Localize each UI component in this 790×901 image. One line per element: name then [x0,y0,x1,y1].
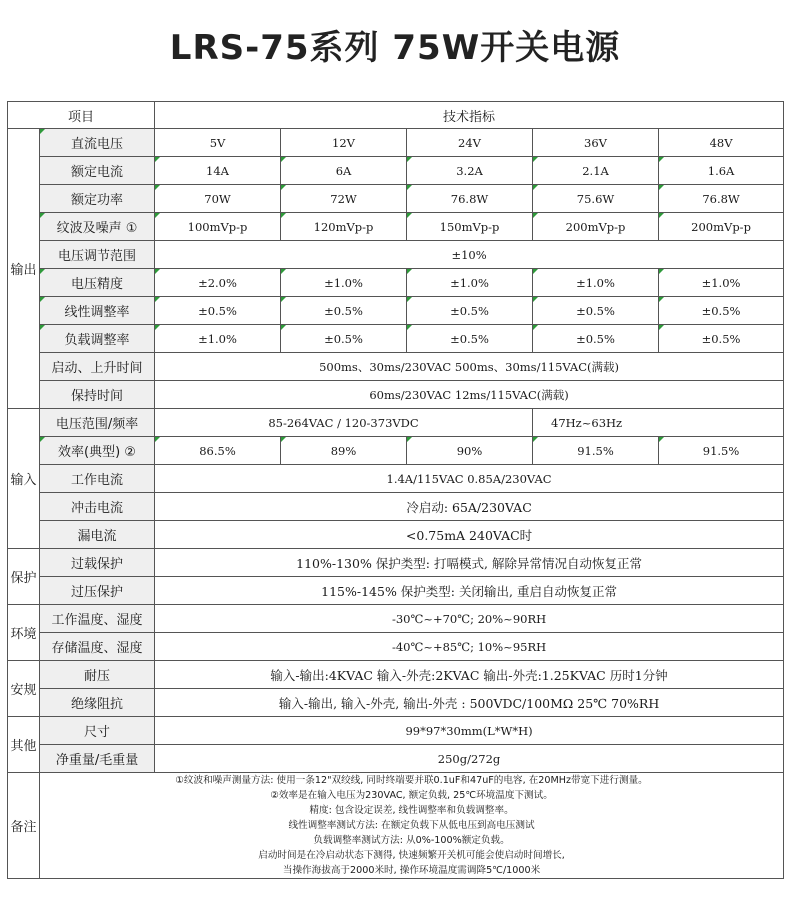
efficiency-cell: 90% [407,437,533,465]
rated-current-cell: 3.2A [407,157,533,185]
row-dc-voltage [8,129,784,157]
dc-voltage-cell: 5V [155,129,281,157]
spec-table [7,101,784,879]
label-overvoltage: 过压保护 [40,577,155,605]
rated-current-cell: 2.1A [533,157,659,185]
label-ripple-noise: 纹波及噪声 ① [40,213,155,241]
ripple-noise-cell: 200mVp-p [659,213,784,241]
row-rated-current [8,157,784,185]
row-line-regulation [8,297,784,325]
line-regulation-cell: ±0.5% [407,297,533,325]
label-dc-voltage: 直流电压 [40,129,155,157]
load-regulation-cell: ±0.5% [281,325,407,353]
page-title: LRS-75系列 75W开关电源 [169,28,621,68]
working-env-cell: -30℃~+70℃; 20%~90RH [155,605,784,633]
row-efficiency [8,437,784,465]
rated-power-cell: 72W [281,185,407,213]
label-voltage-range: 电压范围/频率 [40,409,155,437]
line-regulation-cell: ±0.5% [533,297,659,325]
row-voltage-accuracy [8,269,784,297]
dc-voltage-cell: 48V [659,129,784,157]
dc-voltage-cell: 12V [281,129,407,157]
line-regulation-cell: ±0.5% [659,297,784,325]
voltage-accuracy-cell: ±1.0% [407,269,533,297]
section-output: 输出 [8,129,40,409]
row-leakage-current [8,521,784,549]
voltage-accuracy-cell: ±1.0% [659,269,784,297]
row-insulation [8,689,784,717]
dc-voltage-cell: 36V [533,129,659,157]
rated-power-cell: 76.8W [659,185,784,213]
rated-current-cell: 14A [155,157,281,185]
rated-current-cell: 1.6A [659,157,784,185]
voltage-adj-range-cell: ±10% [155,241,784,269]
efficiency-cell: 91.5% [533,437,659,465]
row-storage-env [8,633,784,661]
section-input: 输入 [8,409,40,549]
overvoltage-cell: 115%-145% 保护类型: 关闭输出, 重启自动恢复正常 [155,577,784,605]
label-startup-rise-time: 启动、上升时间 [40,353,155,381]
section-other: 其他 [8,717,40,773]
note-line: 负载调整率测试方法: 从0%-100%额定负载。 [313,835,510,846]
label-storage-env: 存储温度、湿度 [40,633,155,661]
dc-voltage-cell: 24V [407,129,533,157]
label-hold-time: 保持时间 [40,381,155,409]
voltage-accuracy-cell: ±1.0% [533,269,659,297]
ripple-noise-cell: 150mVp-p [407,213,533,241]
row-notes [8,773,784,879]
label-working-current: 工作电流 [40,465,155,493]
note-line: 当操作海拔高于2000米时, 操作环境温度需调降5℃/1000米 [282,865,541,876]
row-overvoltage [8,577,784,605]
withstand-cell: 输入-输出:4KVAC 输入-外壳:2KVAC 输出-外壳:1.25KVAC 历时1分钟 [155,661,784,689]
rated-power-cell: 75.6W [533,185,659,213]
notes-block [40,773,784,879]
section-environment: 环境 [8,605,40,661]
row-rated-power [8,185,784,213]
hold-time-cell: 60ms/230VAC 12ms/115VAC(满载) [155,381,784,409]
ripple-noise-cell: 100mVp-p [155,213,281,241]
label-load-regulation: 负载调整率 [40,325,155,353]
ripple-noise-cell: 120mVp-p [281,213,407,241]
note-line: 线性调整率测试方法: 在额定负载下从低电压到高电压测试 [288,820,535,831]
rated-power-cell: 76.8W [407,185,533,213]
row-weight [8,745,784,773]
label-overload: 过载保护 [40,549,155,577]
voltage-accuracy-cell: ±1.0% [281,269,407,297]
row-startup-rise-time [8,353,784,381]
note-line: ①纹波和噪声测量方法: 使用一条12"双绞线, 同时终端要并联0.1uF和47uF的电容, 在20MHz带宽下进行测量。 [175,775,648,786]
header-row [8,102,784,129]
label-rated-power: 额定功率 [40,185,155,213]
label-efficiency: 效率(典型) ② [40,437,155,465]
weight-cell: 250g/272g [155,745,784,773]
startup-rise-time-cell: 500ms、30ms/230VAC 500ms、30ms/115VAC(满载) [155,353,784,381]
load-regulation-cell: ±0.5% [533,325,659,353]
label-line-regulation: 线性调整率 [40,297,155,325]
ripple-noise-cell: 200mVp-p [533,213,659,241]
leakage-current-cell: <0.75mA 240VAC时 [155,521,784,549]
efficiency-cell: 86.5% [155,437,281,465]
row-voltage-adj-range [8,241,784,269]
label-withstand: 耐压 [40,661,155,689]
section-protection: 保护 [8,549,40,605]
insulation-cell: 输入-输出, 输入-外壳, 输出-外壳 : 500VDC/100MΩ 25℃ 70%RH [155,689,784,717]
header-spec: 技术指标 [155,102,784,129]
row-withstand [8,661,784,689]
rated-current-cell: 6A [281,157,407,185]
row-inrush-current [8,493,784,521]
label-rated-current: 额定电流 [40,157,155,185]
row-working-current [8,465,784,493]
note-line: ②效率是在输入电压为230VAC, 额定负载, 25℃环境温度下测试。 [270,790,553,801]
frequency-cell: 47Hz~63Hz [533,409,784,437]
efficiency-cell: 89% [281,437,407,465]
inrush-current-cell: 冷启动: 65A/230VAC [155,493,784,521]
section-notes: 备注 [8,773,40,879]
voltage-accuracy-cell: ±2.0% [155,269,281,297]
note-line: 启动时间是在冷启动状态下测得, 快速频繁开关机可能会使启动时间增长, [258,850,565,861]
label-leakage-current: 漏电流 [40,521,155,549]
label-voltage-adj-range: 电压调节范围 [40,241,155,269]
row-dimensions [8,717,784,745]
overload-cell: 110%-130% 保护类型: 打嗝模式, 解除异常情况自动恢复正常 [155,549,784,577]
row-overload [8,549,784,577]
load-regulation-cell: ±0.5% [407,325,533,353]
efficiency-cell: 91.5% [659,437,784,465]
dimensions-cell: 99*97*30mm(L*W*H) [155,717,784,745]
storage-env-cell: -40℃~+85℃; 10%~95RH [155,633,784,661]
label-voltage-accuracy: 电压精度 [40,269,155,297]
load-regulation-cell: ±0.5% [659,325,784,353]
row-working-env [8,605,784,633]
row-ripple-noise [8,213,784,241]
header-item: 项目 [8,102,155,129]
working-current-cell: 1.4A/115VAC 0.85A/230VAC [155,465,784,493]
line-regulation-cell: ±0.5% [155,297,281,325]
label-insulation: 绝缘阻抗 [40,689,155,717]
rated-power-cell: 70W [155,185,281,213]
voltage-range-cell: 85-264VAC / 120-373VDC [155,409,533,437]
load-regulation-cell: ±1.0% [155,325,281,353]
row-load-regulation [8,325,784,353]
row-hold-time [8,381,784,409]
label-inrush-current: 冲击电流 [40,493,155,521]
label-dimensions: 尺寸 [40,717,155,745]
row-voltage-range [8,409,784,437]
section-safety: 安规 [8,661,40,717]
label-working-env: 工作温度、湿度 [40,605,155,633]
label-weight: 净重量/毛重量 [40,745,155,773]
line-regulation-cell: ±0.5% [281,297,407,325]
note-line: 精度: 包含设定误差, 线性调整率和负载调整率。 [309,805,514,816]
